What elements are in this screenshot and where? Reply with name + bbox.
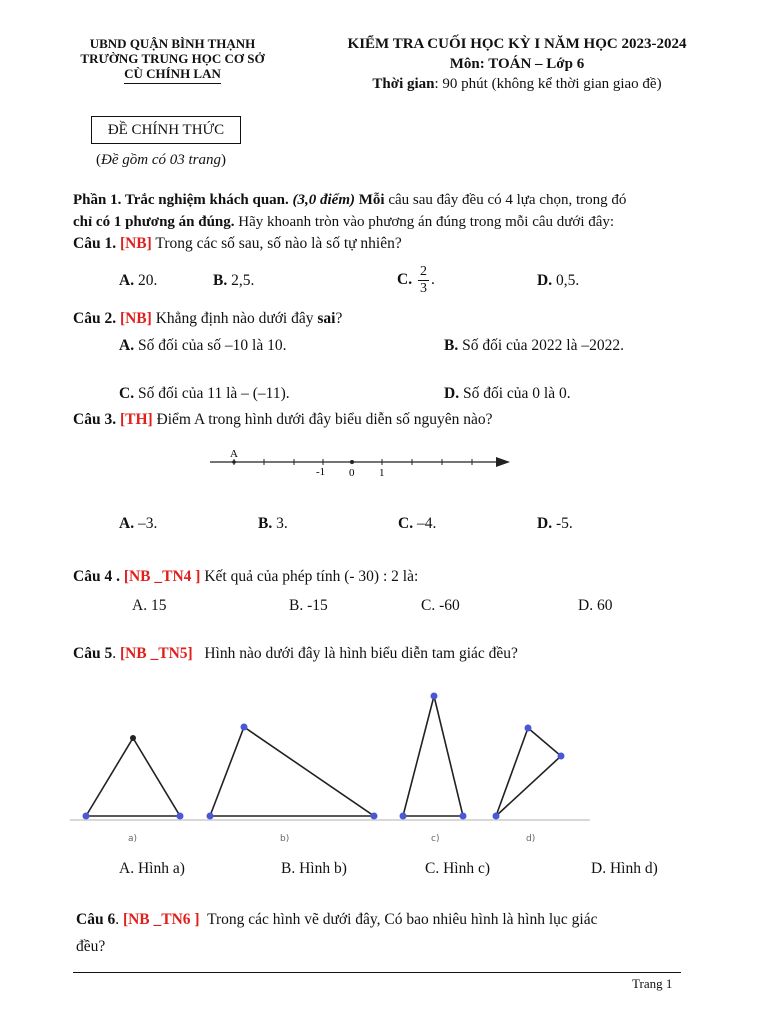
fraction: $\frac{2}{3}$ bbox=[419, 264, 427, 296]
triangle-figures bbox=[70, 685, 590, 850]
q3-option-c[interactable]: C. –4. bbox=[398, 515, 437, 532]
official-exam-box: ĐỀ CHÍNH THỨC bbox=[91, 116, 241, 144]
q2-option-d[interactable]: D. Số đối của 0 là 0. bbox=[444, 385, 571, 402]
school-header bbox=[55, 36, 290, 84]
school-name-line1: TRƯỜNG TRUNG HỌC CƠ SỞ bbox=[80, 51, 265, 66]
q2-option-b[interactable]: B. Số đối của 2022 là –2022. bbox=[444, 337, 624, 354]
school-name-line2: CÙ CHÍNH LAN bbox=[124, 66, 221, 84]
q2-option-c[interactable]: C. Số đối của 11 là – (–11). bbox=[119, 385, 290, 402]
q4-option-b[interactable]: B. -15 bbox=[289, 597, 328, 614]
q4-option-c[interactable]: C. -60 bbox=[421, 597, 460, 614]
question-3: Câu 3. [TH] Điểm A trong hình dưới đây biểu diễn số nguyên nào? bbox=[73, 411, 493, 428]
q2-option-a[interactable]: A. Số đối của số –10 là 10. bbox=[119, 337, 287, 354]
origin-point bbox=[350, 460, 354, 464]
point-a bbox=[232, 460, 236, 464]
figure-label-a: a) bbox=[128, 834, 138, 844]
number-line-figure bbox=[200, 442, 520, 482]
q1-option-c[interactable]: C. $\frac{2}{3}$ . bbox=[397, 264, 435, 296]
q5-option-b[interactable]: B. Hình b) bbox=[281, 860, 347, 877]
q1-option-a[interactable]: A. 20. bbox=[119, 272, 158, 289]
page-number: Trang 1 bbox=[632, 976, 673, 991]
question-1: Câu 1. [NB] Trong các số sau, số nào là số tự nhiên? bbox=[73, 235, 402, 252]
q5-option-d[interactable]: D. Hình d) bbox=[591, 860, 658, 877]
q4-option-a[interactable]: A. 15 bbox=[132, 597, 167, 614]
triangle-d bbox=[496, 728, 561, 816]
question-4: Câu 4 . [NB _TN4 ] Kết quả của phép tính (- 30) : 2 là: bbox=[73, 568, 419, 585]
q4-option-d[interactable]: D. 60 bbox=[578, 597, 613, 614]
exam-title: KIỂM TRA CUỐI HỌC KỲ I NĂM HỌC 2023-2024 bbox=[347, 36, 687, 52]
district-name: UBND QUẬN BÌNH THẠNH bbox=[89, 36, 256, 51]
tick-label-0: 0 bbox=[349, 467, 355, 479]
exam-header bbox=[322, 34, 712, 94]
question-5: Câu 5. [NB _TN5] Hình nào dưới đây là hình biểu diễn tam giác đều? bbox=[73, 645, 518, 662]
q1-option-d[interactable]: D. 0,5. bbox=[537, 272, 580, 289]
subject-line: Môn: TOÁN – Lớp 6 bbox=[449, 56, 585, 72]
triangle-a bbox=[86, 738, 180, 816]
q1-option-b[interactable]: B. 2,5. bbox=[213, 272, 255, 289]
q5-option-c[interactable]: C. Hình c) bbox=[425, 860, 491, 877]
time-line: Thời gian: 90 phút (không kể thời gian giao đề) bbox=[372, 76, 662, 92]
q3-option-a[interactable]: A. –3. bbox=[119, 515, 158, 532]
triangle-c bbox=[403, 696, 463, 816]
figure-label-b: b) bbox=[280, 834, 290, 844]
question-6: Câu 6. [NB _TN6 ] Trong các hình vẽ dưới đây, Có bao nhiêu hình là hình lục giác đều? bbox=[76, 911, 598, 955]
arrow-icon bbox=[496, 457, 510, 467]
figure-label-c: c) bbox=[431, 834, 440, 844]
triangle-b bbox=[210, 727, 374, 816]
pages-note: (Đề gồm có 03 trang) bbox=[96, 152, 226, 168]
tick-label-minus-1: -1 bbox=[316, 466, 326, 478]
q3-option-b[interactable]: B. 3. bbox=[258, 515, 288, 532]
point-a-label: A bbox=[230, 448, 238, 460]
q3-option-d[interactable]: D. -5. bbox=[537, 515, 573, 532]
q5-option-a[interactable]: A. Hình a) bbox=[119, 860, 185, 877]
part1-intro: Phần 1. Trắc nghiệm khách quan. (3,0 điểm) Mỗi câu sau đây đều có 4 lựa chọn, trong đó chỉ có 1 phương án đúng. Hãy khoanh tròn vào phương án đúng trong mỗi câu dưới đây: bbox=[73, 192, 627, 230]
figure-label-d: d) bbox=[526, 834, 536, 844]
footer-divider bbox=[73, 972, 681, 973]
tick-label-1: 1 bbox=[379, 467, 385, 479]
question-2: Câu 2. [NB] Khẳng định nào dưới đây sai? bbox=[73, 310, 343, 327]
